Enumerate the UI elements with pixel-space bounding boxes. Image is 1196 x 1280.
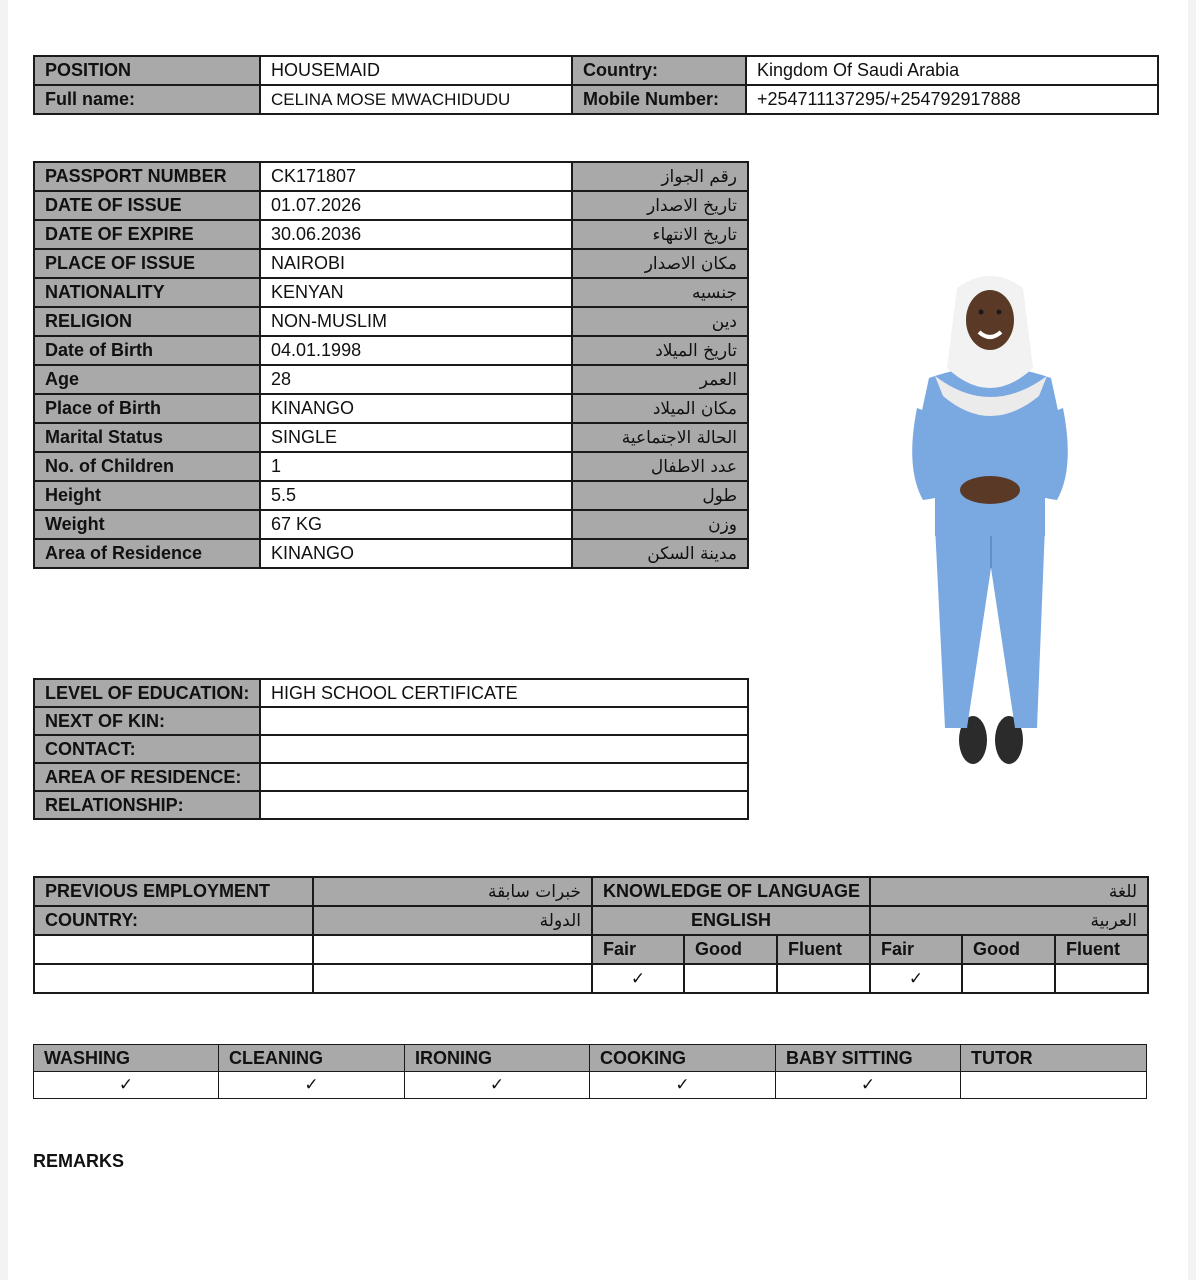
skill-check: ✓ xyxy=(34,1072,219,1099)
passport-field-value: 28 xyxy=(260,365,572,394)
country-value: Kingdom Of Saudi Arabia xyxy=(746,56,1158,85)
arabic-fair-label: Fair xyxy=(870,935,962,964)
passport-field-value: 5.5 xyxy=(260,481,572,510)
english-fluent-label: Fluent xyxy=(777,935,870,964)
arabic-good-label: Good xyxy=(962,935,1055,964)
passport-field-value: 30.06.2036 xyxy=(260,220,572,249)
remarks-label: REMARKS xyxy=(33,1151,125,1171)
passport-field-label: RELIGION xyxy=(34,307,260,336)
language-marks-row xyxy=(34,964,1148,993)
passport-row xyxy=(34,452,748,481)
english-fair-label: Fair xyxy=(592,935,684,964)
position-label: POSITION xyxy=(34,56,260,85)
skills-table xyxy=(33,1044,1147,1099)
language-levels-row xyxy=(34,935,1148,964)
passport-field-arabic: تاريخ الميلاد xyxy=(572,336,748,365)
skill-check: ✓ xyxy=(405,1072,590,1099)
country-label: Country: xyxy=(572,56,746,85)
passport-field-value: 1 xyxy=(260,452,572,481)
skills-head-row xyxy=(34,1045,1147,1072)
passport-field-arabic: مكان الميلاد xyxy=(572,394,748,423)
mobile-label: Mobile Number: xyxy=(572,85,746,114)
passport-field-label: Date of Birth xyxy=(34,336,260,365)
passport-row xyxy=(34,423,748,452)
passport-field-arabic: رقم الجواز xyxy=(572,162,748,191)
skill-label: IRONING xyxy=(405,1045,590,1072)
position-value: HOUSEMAID xyxy=(260,56,572,85)
passport-field-value: KENYAN xyxy=(260,278,572,307)
passport-field-label: Area of Residence xyxy=(34,539,260,568)
passport-field-label: PASSPORT NUMBER xyxy=(34,162,260,191)
skill-label: WASHING xyxy=(34,1045,219,1072)
passport-row xyxy=(34,510,748,539)
mobile-value: +254711137295/+254792917888 xyxy=(746,85,1158,114)
passport-field-label: DATE OF ISSUE xyxy=(34,191,260,220)
passport-field-label: DATE OF EXPIRE xyxy=(34,220,260,249)
skill-check xyxy=(961,1072,1147,1099)
skill-label: BABY SITTING xyxy=(776,1045,961,1072)
passport-row xyxy=(34,191,748,220)
passport-field-arabic: العمر xyxy=(572,365,748,394)
passport-field-label: PLACE OF ISSUE xyxy=(34,249,260,278)
education-row xyxy=(34,791,748,819)
education-field-value xyxy=(260,791,748,819)
arabic-fair-check: ✓ xyxy=(870,964,962,993)
passport-row xyxy=(34,539,748,568)
passport-field-value: NON-MUSLIM xyxy=(260,307,572,336)
skill-label: CLEANING xyxy=(219,1045,405,1072)
passport-row xyxy=(34,365,748,394)
previous-employment-label: PREVIOUS EMPLOYMENT xyxy=(34,877,313,906)
english-good-label: Good xyxy=(684,935,777,964)
passport-field-arabic: مكان الاصدار xyxy=(572,249,748,278)
employment-table xyxy=(33,876,1149,994)
passport-row xyxy=(34,162,748,191)
passport-field-value: KINANGO xyxy=(260,539,572,568)
passport-field-label: Weight xyxy=(34,510,260,539)
english-label: ENGLISH xyxy=(592,906,870,935)
passport-row xyxy=(34,394,748,423)
passport-field-label: No. of Children xyxy=(34,452,260,481)
passport-table xyxy=(33,161,749,569)
passport-field-arabic: طول xyxy=(572,481,748,510)
passport-field-arabic: جنسيه xyxy=(572,278,748,307)
education-field-value xyxy=(260,735,748,763)
employment-country-arabic: الدولة xyxy=(313,906,592,935)
person-figure xyxy=(912,276,1068,764)
education-table xyxy=(33,678,749,820)
education-row xyxy=(34,735,748,763)
passport-field-arabic: وزن xyxy=(572,510,748,539)
education-field-value: HIGH SCHOOL CERTIFICATE xyxy=(260,679,748,707)
passport-row xyxy=(34,249,748,278)
passport-field-value: 67 KG xyxy=(260,510,572,539)
education-row xyxy=(34,707,748,735)
passport-field-label: NATIONALITY xyxy=(34,278,260,307)
passport-row xyxy=(34,278,748,307)
employment-cell xyxy=(313,964,592,993)
passport-field-value: KINANGO xyxy=(260,394,572,423)
education-field-label: AREA OF RESIDENCE: xyxy=(34,763,260,791)
passport-row xyxy=(34,481,748,510)
fullname-label: Full name: xyxy=(34,85,260,114)
skill-label: TUTOR xyxy=(961,1045,1147,1072)
skill-check: ✓ xyxy=(590,1072,776,1099)
passport-row xyxy=(34,336,748,365)
passport-field-value: CK171807 xyxy=(260,162,572,191)
arabic-fluent-label: Fluent xyxy=(1055,935,1148,964)
passport-field-value: SINGLE xyxy=(260,423,572,452)
employment-cell xyxy=(34,935,313,964)
passport-field-arabic: تاريخ الاصدار xyxy=(572,191,748,220)
passport-field-arabic: الحالة الاجتماعية xyxy=(572,423,748,452)
employment-cell xyxy=(313,935,592,964)
fullname-value: CELINA MOSE MWACHIDUDU xyxy=(260,85,572,114)
education-row xyxy=(34,763,748,791)
arabic-language-label: العربية xyxy=(870,906,1148,935)
employment-head-row xyxy=(34,877,1148,906)
skill-check: ✓ xyxy=(219,1072,405,1099)
skills-marks-row xyxy=(34,1072,1147,1099)
passport-field-label: Age xyxy=(34,365,260,394)
passport-row xyxy=(34,220,748,249)
employment-country-label: COUNTRY: xyxy=(34,906,313,935)
passport-field-value: 01.07.2026 xyxy=(260,191,572,220)
employment-country-row xyxy=(34,906,1148,935)
passport-field-arabic: عدد الاطفال xyxy=(572,452,748,481)
education-field-label: LEVEL OF EDUCATION: xyxy=(34,679,260,707)
passport-field-value: NAIROBI xyxy=(260,249,572,278)
education-field-label: RELATIONSHIP: xyxy=(34,791,260,819)
passport-field-arabic: دين xyxy=(572,307,748,336)
passport-field-label: Marital Status xyxy=(34,423,260,452)
passport-field-arabic: تاريخ الانتهاء xyxy=(572,220,748,249)
english-good-check xyxy=(684,964,777,993)
english-fair-check: ✓ xyxy=(592,964,684,993)
language-arabic: للغة xyxy=(870,877,1148,906)
skill-label: COOKING xyxy=(590,1045,776,1072)
language-label: KNOWLEDGE OF LANGUAGE xyxy=(592,877,870,906)
passport-row xyxy=(34,307,748,336)
education-field-label: CONTACT: xyxy=(34,735,260,763)
passport-field-arabic: مدينة السكن xyxy=(572,539,748,568)
fullname-row xyxy=(34,85,1158,114)
position-row xyxy=(34,56,1158,85)
passport-field-value: 04.01.1998 xyxy=(260,336,572,365)
education-field-value xyxy=(260,763,748,791)
skill-check: ✓ xyxy=(776,1072,961,1099)
education-field-label: NEXT OF KIN: xyxy=(34,707,260,735)
passport-field-label: Height xyxy=(34,481,260,510)
previous-employment-arabic: خبرات سابقة xyxy=(313,877,592,906)
header-table xyxy=(33,55,1159,115)
english-fluent-check xyxy=(777,964,870,993)
education-field-value xyxy=(260,707,748,735)
arabic-fluent-check xyxy=(1055,964,1148,993)
employment-cell xyxy=(34,964,313,993)
candidate-photo xyxy=(895,268,1085,773)
education-row xyxy=(34,679,748,707)
arabic-good-check xyxy=(962,964,1055,993)
passport-field-label: Place of Birth xyxy=(34,394,260,423)
